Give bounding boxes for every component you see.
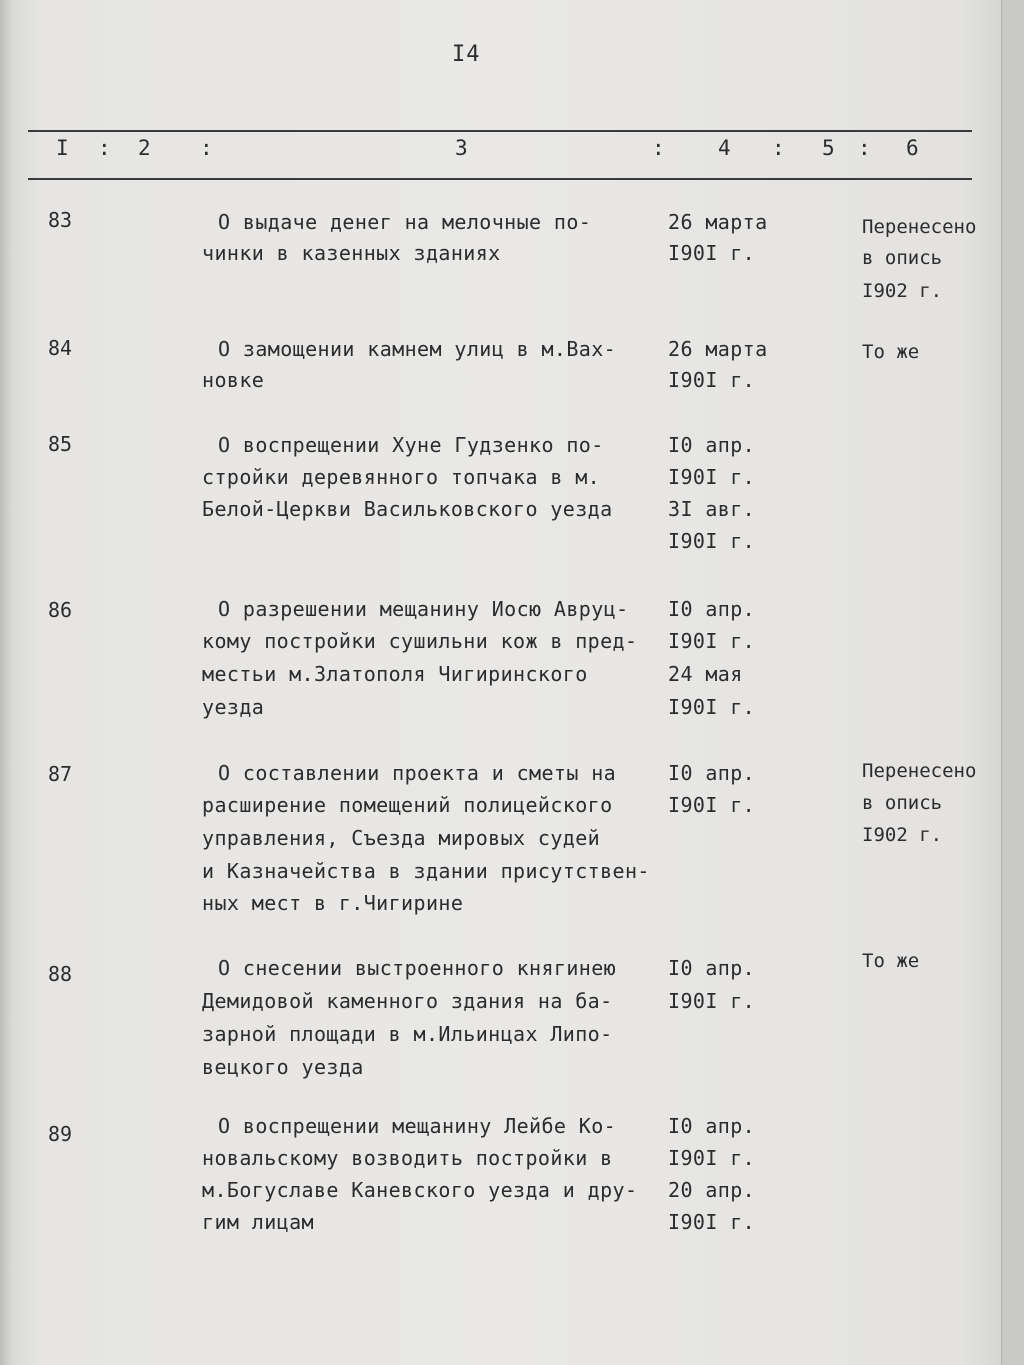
entry-date: I0 апр. (668, 956, 756, 980)
entry-note: в опись (862, 792, 943, 814)
entry-text-line: расширение помещений полицейского (202, 793, 613, 817)
entry-date: I90I г. (668, 1146, 756, 1170)
entry-date: I90I г. (668, 989, 756, 1013)
entry-note: I902 г. (862, 280, 943, 302)
column-header-4: 4 (718, 136, 731, 160)
entry-text-line: О выдаче денег на мелочные по- (218, 210, 592, 234)
entry-number: 84 (48, 336, 73, 360)
entry-note: То же (862, 950, 920, 972)
column-separator: : (652, 136, 665, 160)
entry-date: 20 апр. (668, 1178, 756, 1202)
column-header-6: 6 (906, 136, 919, 160)
entry-text-line: гим лицам (202, 1210, 314, 1234)
column-separator: : (98, 136, 111, 160)
entry-date: I0 апр. (668, 433, 756, 457)
entry-number: 87 (48, 762, 73, 786)
entry-number: 83 (48, 208, 73, 232)
entry-date: I90I г. (668, 529, 756, 553)
header-rule-top (28, 130, 972, 132)
header-rule-bottom (28, 178, 972, 180)
entry-number: 86 (48, 598, 73, 622)
entry-text-line: ных мест в г.Чигирине (202, 891, 464, 915)
entry-text-line: управления, Съезда мировых судей (202, 826, 601, 850)
entry-date: I0 апр. (668, 761, 756, 785)
column-header-2: 2 (138, 136, 151, 160)
entry-date: I90I г. (668, 241, 756, 265)
entry-text-line: вецкого уезда (202, 1055, 364, 1079)
entry-note: Перенесено (862, 760, 977, 782)
column-header-3: 3 (455, 136, 468, 160)
entry-text-line: О снесении выстроенного княгинею (218, 956, 617, 980)
entry-text-line: Демидовой каменного здания на ба- (202, 989, 613, 1013)
entry-note: I902 г. (862, 824, 943, 846)
entry-text-line: м.Богуславе Каневского уезда и дру- (202, 1178, 638, 1202)
entry-note: То же (862, 341, 920, 363)
entry-text-line: зарной площади в м.Ильинцах Липо- (202, 1022, 613, 1046)
column-separator: : (200, 136, 213, 160)
entry-text-line: О воспрещении мещанину Лейбе Ко- (218, 1114, 617, 1138)
entry-date: 24 мая (668, 662, 743, 686)
entry-date: I0 апр. (668, 1114, 756, 1138)
column-separator: : (858, 136, 871, 160)
entry-number: 88 (48, 962, 73, 986)
entry-text-line: Белой-Церкви Васильковского уезда (202, 497, 613, 521)
entry-text-line: стройки деревянного топчака в м. (202, 465, 601, 489)
page-edge-right (1001, 0, 1024, 1365)
entry-date: I90I г. (668, 695, 756, 719)
entry-text-line: О замощении камнем улиц в м.Вах- (218, 337, 617, 361)
entry-date: I90I г. (668, 629, 756, 653)
entry-date: 26 марта (668, 210, 768, 234)
entry-date: I90I г. (668, 793, 756, 817)
entry-number: 89 (48, 1122, 73, 1146)
entry-text-line: новальскому возводить постройки в (202, 1146, 613, 1170)
entry-text-line: уезда (202, 695, 265, 719)
entry-date: I90I г. (668, 368, 756, 392)
column-separator: : (772, 136, 785, 160)
entry-number: 85 (48, 432, 73, 456)
entry-text-line: чинки в казенных зданиях (202, 241, 501, 265)
page-number: I4 (452, 42, 481, 67)
entry-date: I90I г. (668, 465, 756, 489)
entry-text-line: и Казначейства в здании присутствен- (202, 859, 650, 883)
entry-text-line: местьи м.Златополя Чигиринского (202, 662, 588, 686)
entry-note: в опись (862, 247, 943, 269)
entry-note: Перенесено (862, 216, 977, 238)
column-header-5: 5 (822, 136, 835, 160)
entry-date: 26 марта (668, 337, 768, 361)
entry-text-line: кому постройки сушильни кож в пред- (202, 629, 638, 653)
entry-date: I90I г. (668, 1210, 756, 1234)
column-header-1: I (56, 136, 69, 160)
page-shadow-left (0, 0, 12, 1365)
entry-date: I0 апр. (668, 597, 756, 621)
entry-text-line: О разрешении мещанину Иосю Авруц- (218, 597, 629, 621)
entry-text-line: О воспрещении Хуне Гудзенко по- (218, 433, 604, 457)
entry-text-line: новке (202, 368, 265, 392)
entry-date: 3I авг. (668, 497, 756, 521)
entry-text-line: О составлении проекта и сметы на (218, 761, 617, 785)
